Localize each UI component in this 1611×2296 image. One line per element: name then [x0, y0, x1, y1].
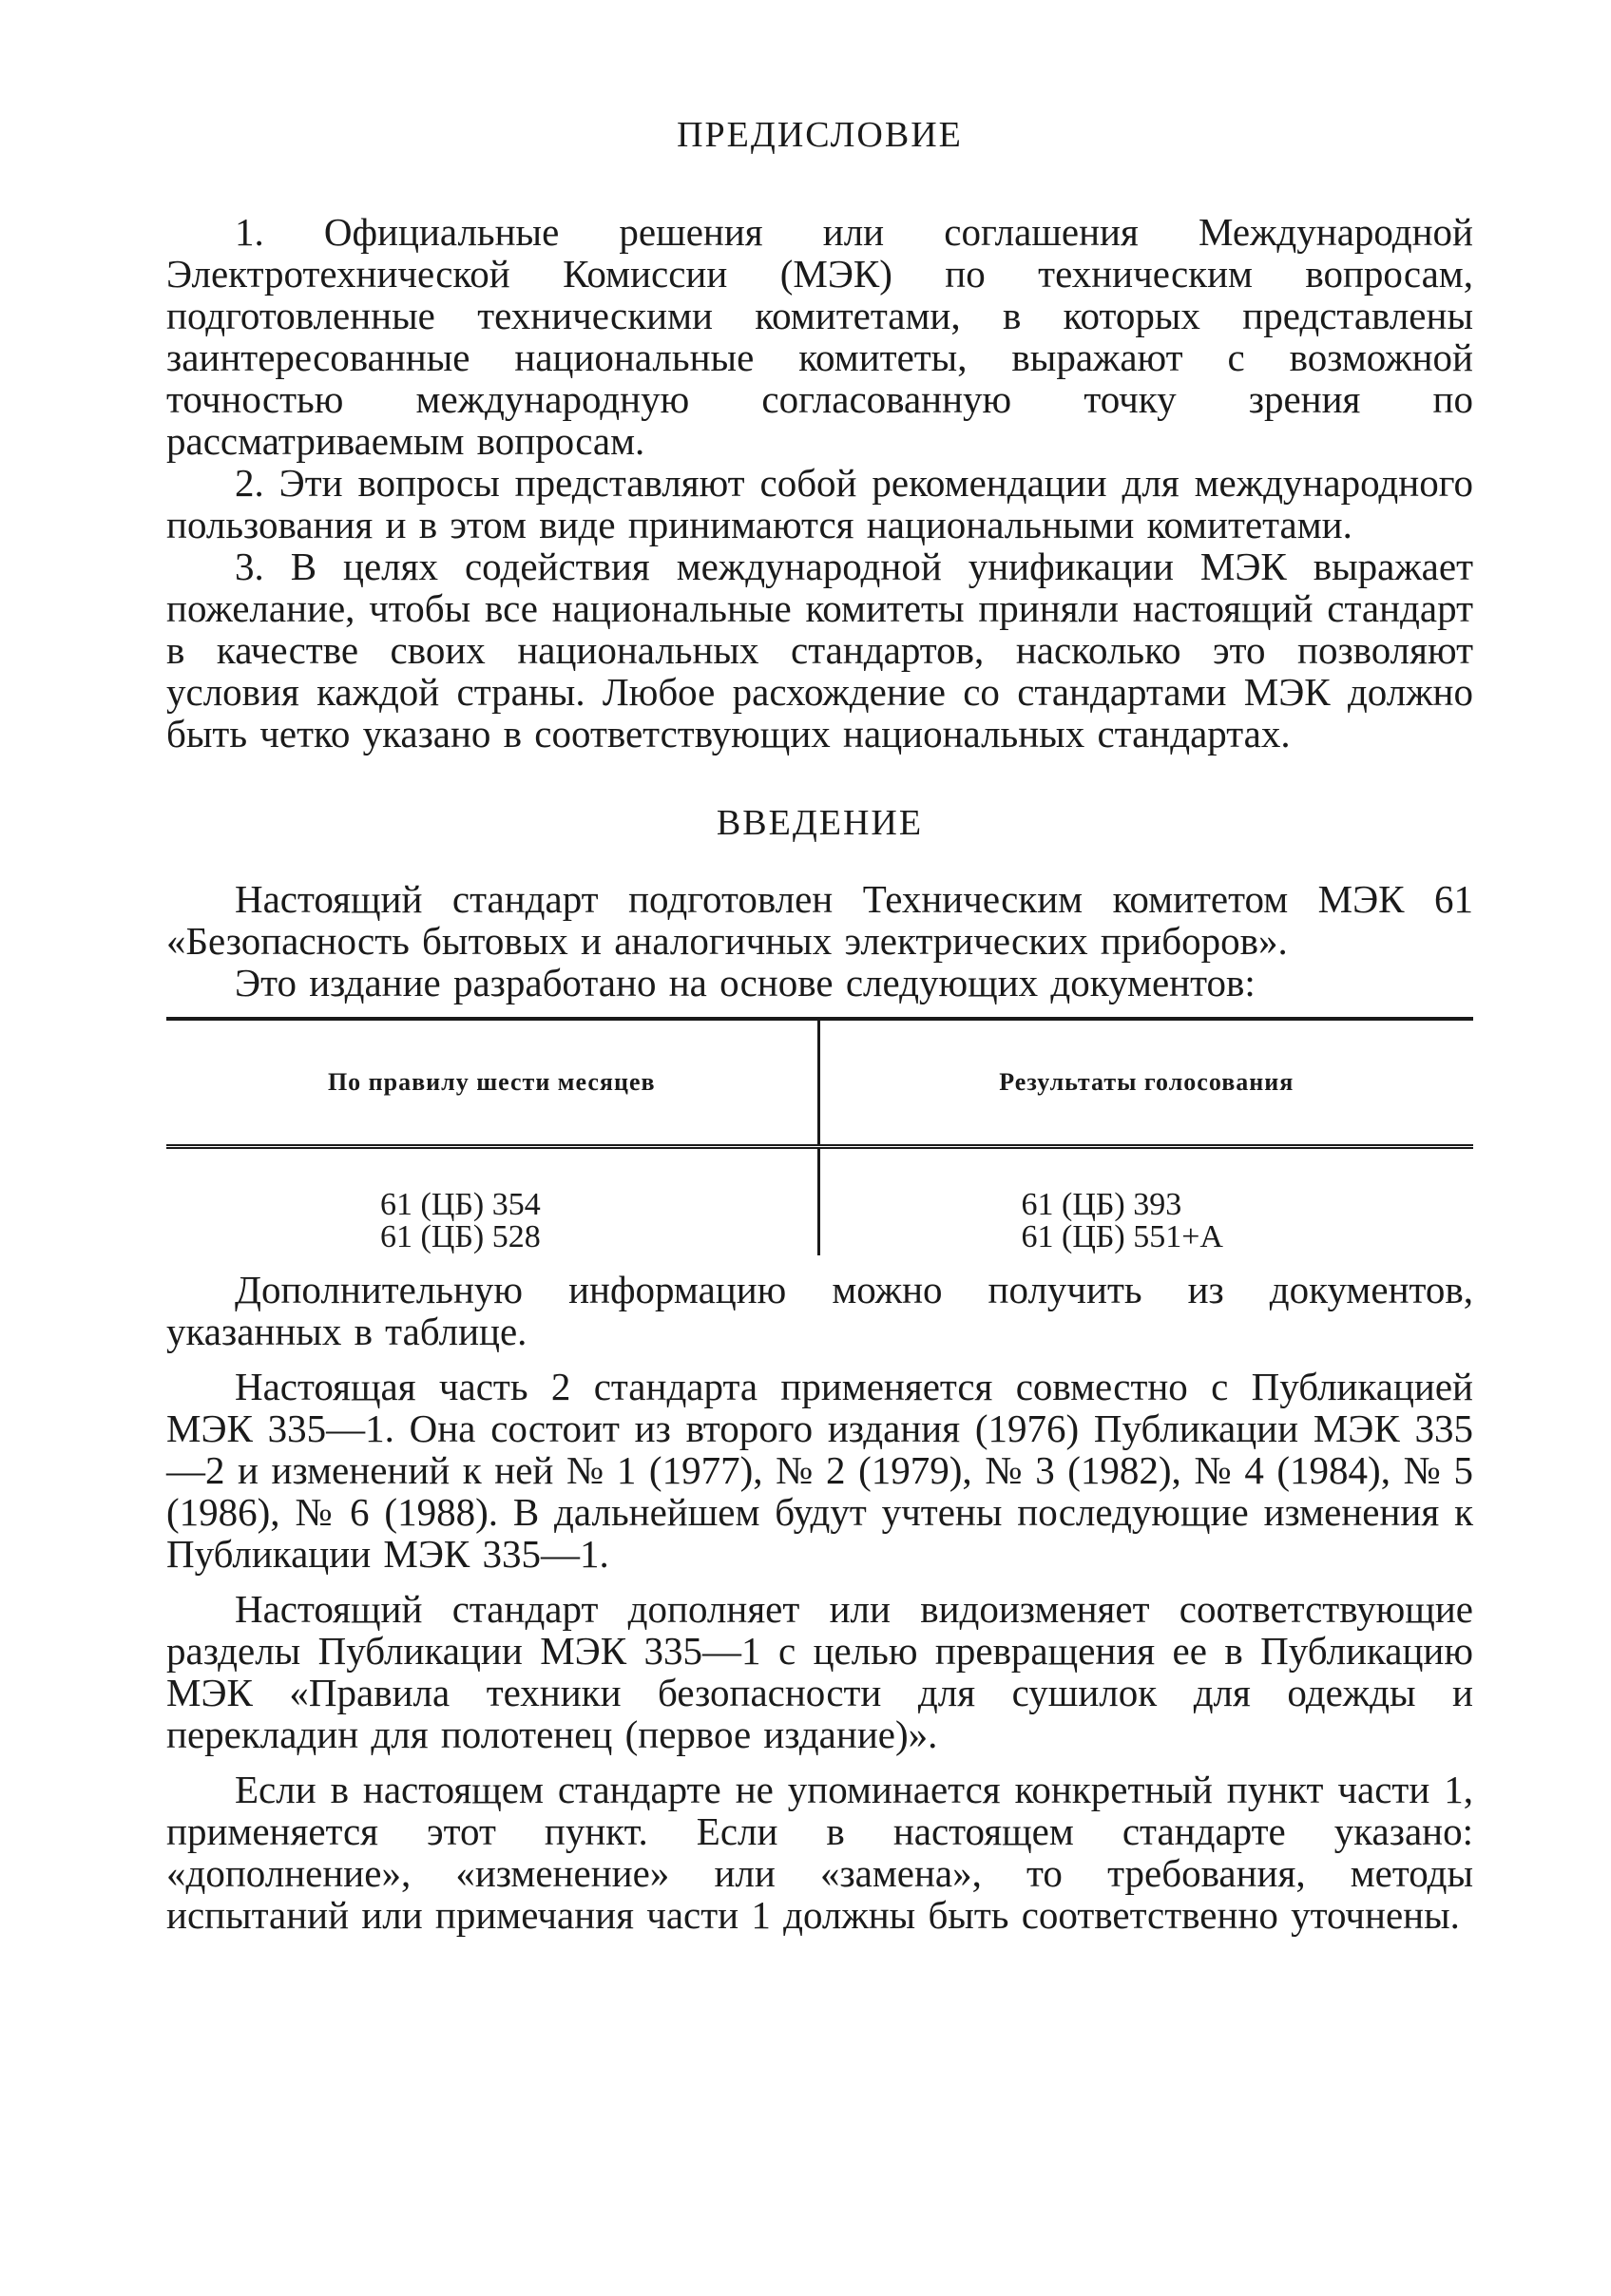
intro-paragraph-edition: Это издание разработано на основе следующих документов: [235, 961, 1256, 1004]
intro-paragraph-part1-clauses: Если в настоящем стандарте не упоминается конкретный пункт части 1, применяется этот пункт. Если в настоящем стандарте указано: «дополнение», «изменение» или «замена», то требования, методы испытаний или примечания части 1 должны быть соответственно уточнены. [166, 1768, 1473, 1937]
table-cell-six-months [166, 1149, 820, 1255]
preface-paragraph-2: 2. Эти вопросы представляют собой рекомендации для международного пользования и в этом виде принимаются национальными комитетами. [166, 461, 1473, 546]
table-header-row [166, 1021, 1473, 1149]
table-header-six-months: По правилу шести месяцев [166, 1021, 820, 1144]
documents-table [166, 1017, 1473, 1255]
six-months-doc-2: 61 (ЦБ) 528 [380, 1219, 541, 1254]
table-header-voting-results: Результаты голосования [999, 1068, 1295, 1096]
voting-doc-2: 61 (ЦБ) 551+А [1021, 1219, 1223, 1254]
preface-paragraph-1: 1. Официальные решения или соглашения Международной Электротехнической Комиссии (МЭК) по техническим вопросам, подготовленные техническими комитетами, в которых представлены заинтересованные национальные комитеты, выражают с возможной точностью международную согласованную точку зрения по рассматриваемым вопросам. [166, 210, 1473, 463]
table-cell-voting [820, 1149, 1474, 1255]
voting-doc-1: 61 (ЦБ) 393 [1021, 1187, 1182, 1222]
table-row [166, 1149, 1473, 1255]
six-months-doc-1: 61 (ЦБ) 354 [380, 1187, 541, 1222]
intro-paragraph-supplements: Настоящий стандарт дополняет или видоизменяет соответствующие разделы Публикации МЭК 335—1 с целью превращения ее в Публикацию МЭК «Правила техники безопасности для сушилок для одежды и перекладин для полотенец (первое издание)». [166, 1587, 1473, 1756]
preface-title: ПРЕДИСЛОВИЕ [677, 115, 963, 155]
introduction-title: ВВЕДЕНИЕ [716, 803, 924, 843]
intro-paragraph-prepared: Настоящий стандарт подготовлен Техническим комитетом МЭК 61 «Безопасность бытовых и аналогичных электрических приборов». [166, 877, 1473, 963]
intro-paragraph-additional-info: Дополнительную информацию можно получить из документов, указанных в таблице. [166, 1268, 1473, 1353]
document-page [166, 114, 1473, 1936]
intro-paragraph-part2-usage: Настоящая часть 2 стандарта применяется совместно с Публикацией МЭК 335—1. Она состоит из второго издания (1976) Публикации МЭК 335—2 и изменений к ней № 1 (1977), № 2 (1979), № 3 (1982), № 4 (1984), № 5 (1986), № 6 (1988). В дальнейшем будут учтены последующие изменения к Публикации МЭК 335—1. [166, 1365, 1473, 1576]
preface-paragraph-3: 3. В целях содействия международной унификации МЭК выражает пожелание, чтобы все национальные комитеты приняли настоящий стандарт в качестве своих национальных стандартов, насколько это позволяют условия каждой страны. Любое расхождение со стандартами МЭК должно быть четко указано в соответствующих национальных стандартах. [166, 545, 1473, 756]
